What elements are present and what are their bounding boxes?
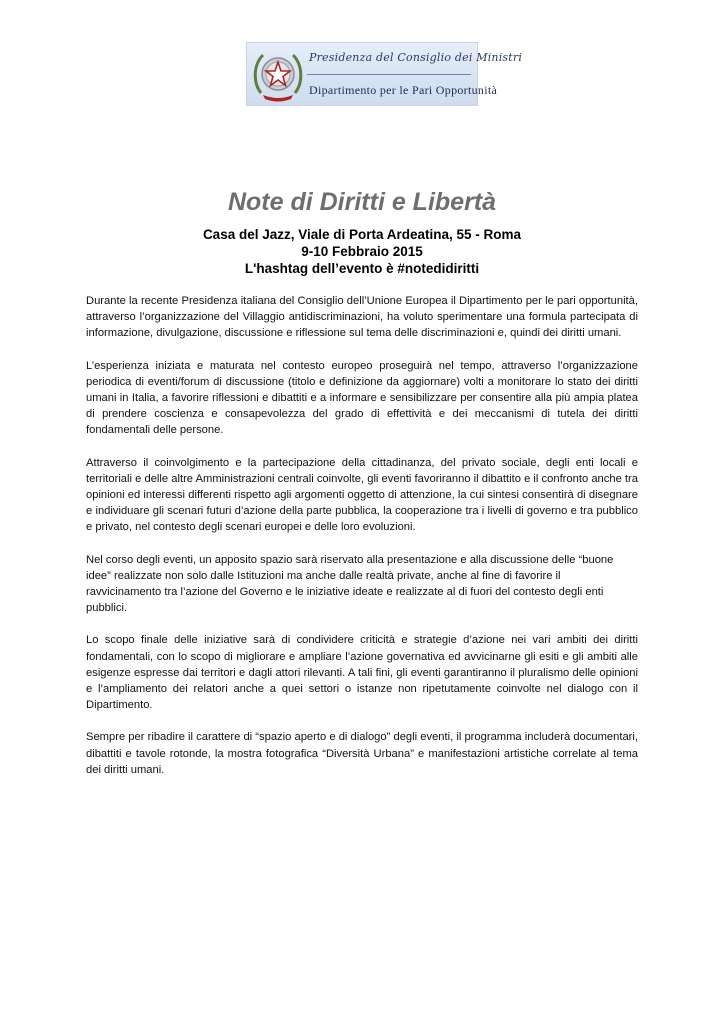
paragraph-goal: Lo scopo finale delle iniziative sarà di condividere criticità e strategie d’azione nei vari ambiti dei diritti fondamentali, con lo scopo di migliorare e ampliare l’azione governativa ed avvicinarne gli esiti e gli ambiti alle esigenze espresse dai territori e dagli attori rilevanti. A tali fini, gli eventi garantiranno il pluralismo delle opinioni e l’ampliamento dei relatori anche a quei settori o istanze non ripetutamente coinvolte nel dialogo con il Dipartimento.	[86, 634, 638, 712]
italian-republic-emblem-icon	[251, 47, 305, 103]
document-title: Note di Diritti e Libertà	[227, 188, 497, 216]
paragraph-intro: Durante la recente Presidenza italiana del Consiglio dell’Unione Europea il Dipartimento per le pari opportunità, attraverso l’organizzazione del Villaggio antidiscriminazioni, ha voluto sperimentare una formula partecipata di informazione, divulgazione, discussione e riflessione sul tema delle discriminazioni e, quindi dei diritti umani.	[86, 295, 638, 340]
paragraph-involvement: Attraverso il coinvolgimento e la partecipazione della cittadinanza, del privato sociale, degli enti locali e territoriali e delle altre Amministrazioni centrali coinvolte, gli eventi favoriranno il dibattito e il confronto anche tra opinioni ed interessi differenti rispetto agli argomenti oggetto di attenzione, la cui sintesi consentirà di disegnare e individuare gli scenari futuri d’azione della parte pubblica, la cooperazione tra i livelli di governo e tra pubblico e privato, nel contesto degli scenari europei e delle loro evoluzioni.	[86, 456, 638, 534]
event-venue: Casa del Jazz, Viale di Porta Ardeatina, 55 - Roma	[202, 227, 522, 242]
document-body	[86, 293, 638, 794]
logo-institution-name: Presidenza del Consiglio dei Ministri	[309, 51, 523, 64]
paragraph-program: Sempre per ribadire il carattere di “spazio aperto e di dialogo” degli eventi, il programma includerà documentari, dibattiti e tavole rotonde, la mostra fotografica “Diversità Urbana” e manifestazioni artistiche correlate al tema dei diritti umani.	[86, 731, 638, 776]
paragraph-experience: L’esperienza iniziata e maturata nel contesto europeo proseguirà nel tempo, attraverso l’organizzazione periodica di eventi/forum di discussione (titolo e definizione da aggiornare) volti a monitorare lo stato dei diritti umani in Italia, a favorire riflessioni e dibattiti e a informare e sensibilizzare per consentire alla più ampia platea di prendere coscienza e consapevolezza del grado di effettività e dei meccanismi di tutela dei diritti fondamentali delle persone.	[86, 359, 638, 437]
logo-divider	[307, 74, 471, 75]
event-dates: 9-10 Febbraio 2015	[301, 244, 423, 259]
event-hashtag: L'hashtag dell’evento è #notedidiritti	[244, 261, 480, 276]
ministry-logo	[246, 42, 523, 106]
paragraph-good-ideas: Nel corso degli eventi, un apposito spazio sarà riservato alla presentazione e alla discussione delle “buone idee” realizzate non solo dalle Istituzioni ma anche dalle realtà private, anche al fine di favorire il ravvicinamento tra l’azione del Governo e le iniziative ideate e realizzate al di fuori del contesto degli enti pubblici.	[86, 553, 614, 615]
logo-department-name: Dipartimento per le Pari Opportunità	[309, 83, 498, 97]
